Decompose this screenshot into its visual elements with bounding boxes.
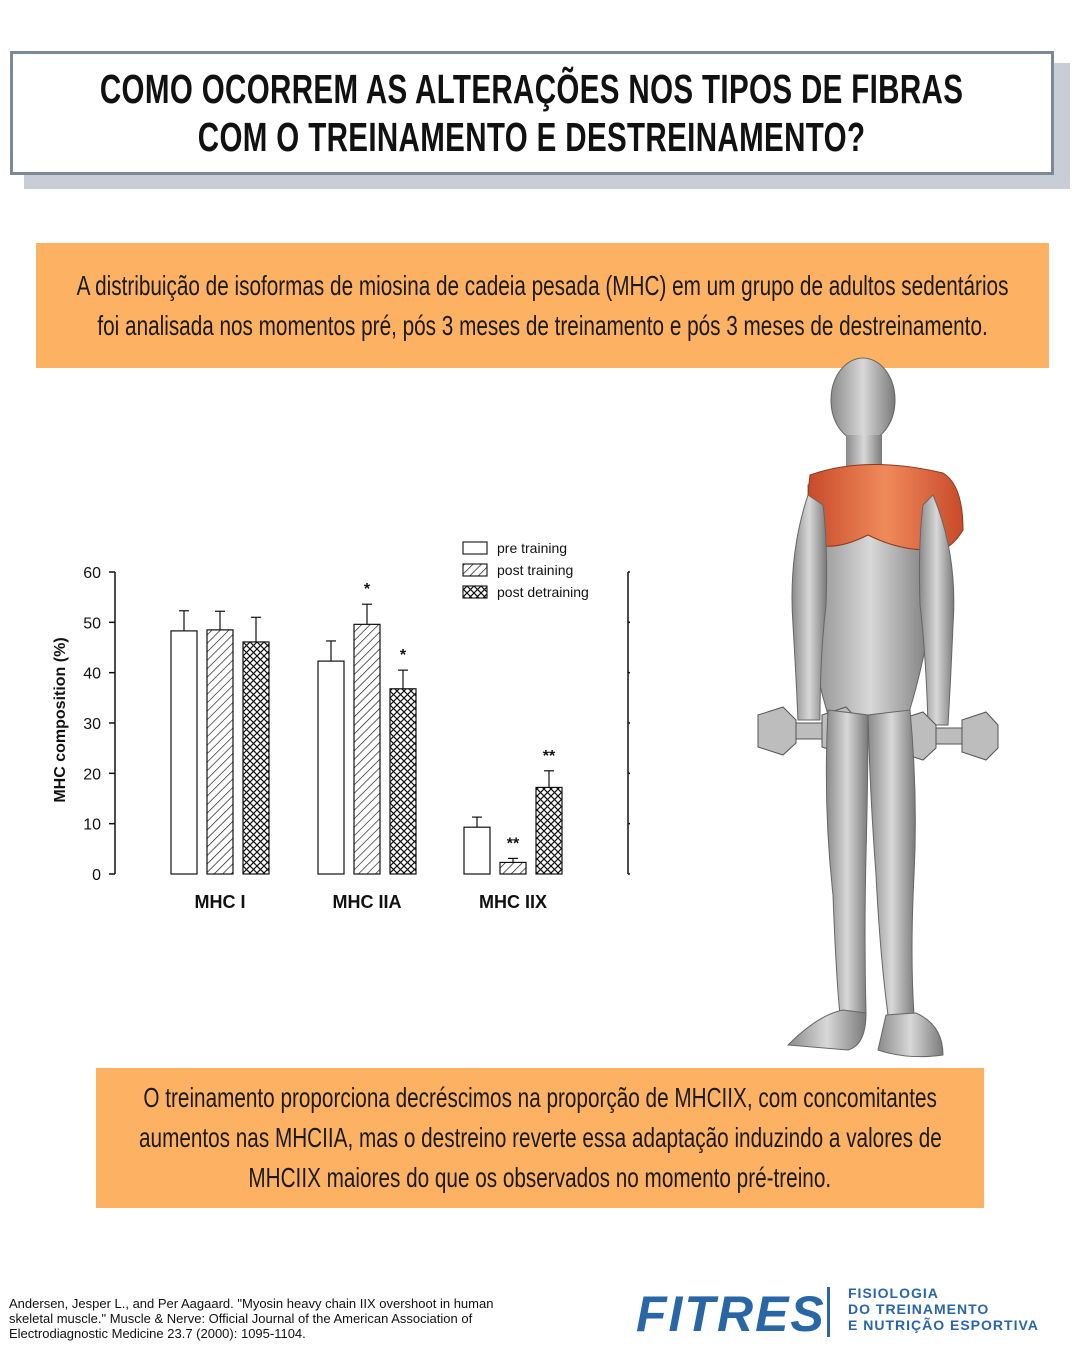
y-tick-label-left: 60 [83,565,101,582]
logo-brand: FITRES [636,1286,826,1342]
conclusion-line2: aumentos nas MHCIIA, mas o destreino reverte essa adaptação induzindo a valores de [138,1122,942,1153]
significance-label: ** [542,747,556,765]
conclusion-box [96,1068,984,1208]
legend-label: post detraining [497,584,589,600]
conclusion-line1: O treinamento proporciona decréscimos na proporção de MHCIIX, com concomitantes [143,1082,937,1113]
intro-box [36,243,1049,368]
bar [500,862,526,874]
reference-line1: Andersen, Jesper L., and Per Aagaard. "Myosin heavy chain IIX overshoot in human [9,1296,494,1311]
y-tick-label-left: 50 [83,615,101,633]
significance-label: ** [506,835,520,853]
x-category-label: MHC IIA [332,892,402,912]
bars-layer [171,581,562,874]
y-tick-label-left: 0 [92,867,101,884]
fitres-logo [636,1285,1076,1343]
bar [207,630,233,874]
logo-sub3: E NUTRIÇÃO ESPORTIVA [848,1317,1039,1333]
reference-line3: Electrodiagnostic Medicine 23.7 (2000): 1095-1104. [9,1326,306,1341]
significance-label: * [399,647,407,665]
logo-sub2: DO TREINAMENTO [848,1301,990,1317]
muscle-figure-illustration [748,355,1008,1070]
reference-line2: skeletal muscle." Muscle & Nerve: Official Journal of the American Association of [9,1311,473,1326]
y-tick-label-left: 20 [83,766,101,784]
bar [536,787,562,874]
page-title-line1: COMO OCORREM AS ALTERAÇÕES NOS TIPOS DE FIBRAS [100,66,964,112]
logo-divider [827,1287,830,1337]
y-tick-label-left: 10 [83,816,101,834]
legend-swatch [463,586,487,598]
legend-layer [463,540,589,600]
bar [318,661,344,874]
intro-line2: foi analisada nos momentos pré, pós 3 meses de treinamento e pós 3 meses de destreinamento. [97,309,988,341]
legend-label: post training [497,562,574,578]
y-tick-label-left: 30 [83,716,101,733]
x-category-label: MHC I [194,892,246,912]
legend-swatch [463,564,487,576]
reference-citation [9,1296,589,1341]
bar [390,689,416,874]
x-category-label: MHC IIX [478,892,548,912]
y-tick-label-left: 40 [83,665,101,683]
bar [171,631,197,874]
mhc-bar-chart [40,530,630,920]
significance-label: * [363,581,371,599]
y-axis-label: MHC composition (%) [52,637,69,803]
title-box [10,51,1054,175]
bar [354,624,380,874]
legend-swatch [463,542,487,554]
bar [464,827,490,874]
legend-label: pre training [497,540,568,556]
logo-sub1: FISIOLOGIA [848,1285,939,1301]
bar [243,642,269,874]
logo-subtitle [848,1285,1039,1333]
page-title-line2: COM O TREINAMENTO E DESTREINAMENTO? [198,114,866,160]
intro-line1: A distribuição de isoformas de miosina de cadeia pesada (MHC) em um grupo de adultos sedentários [76,269,1009,301]
conclusion-line3: MHCIIX maiores do que os observados no momento pré-treino. [248,1162,832,1193]
